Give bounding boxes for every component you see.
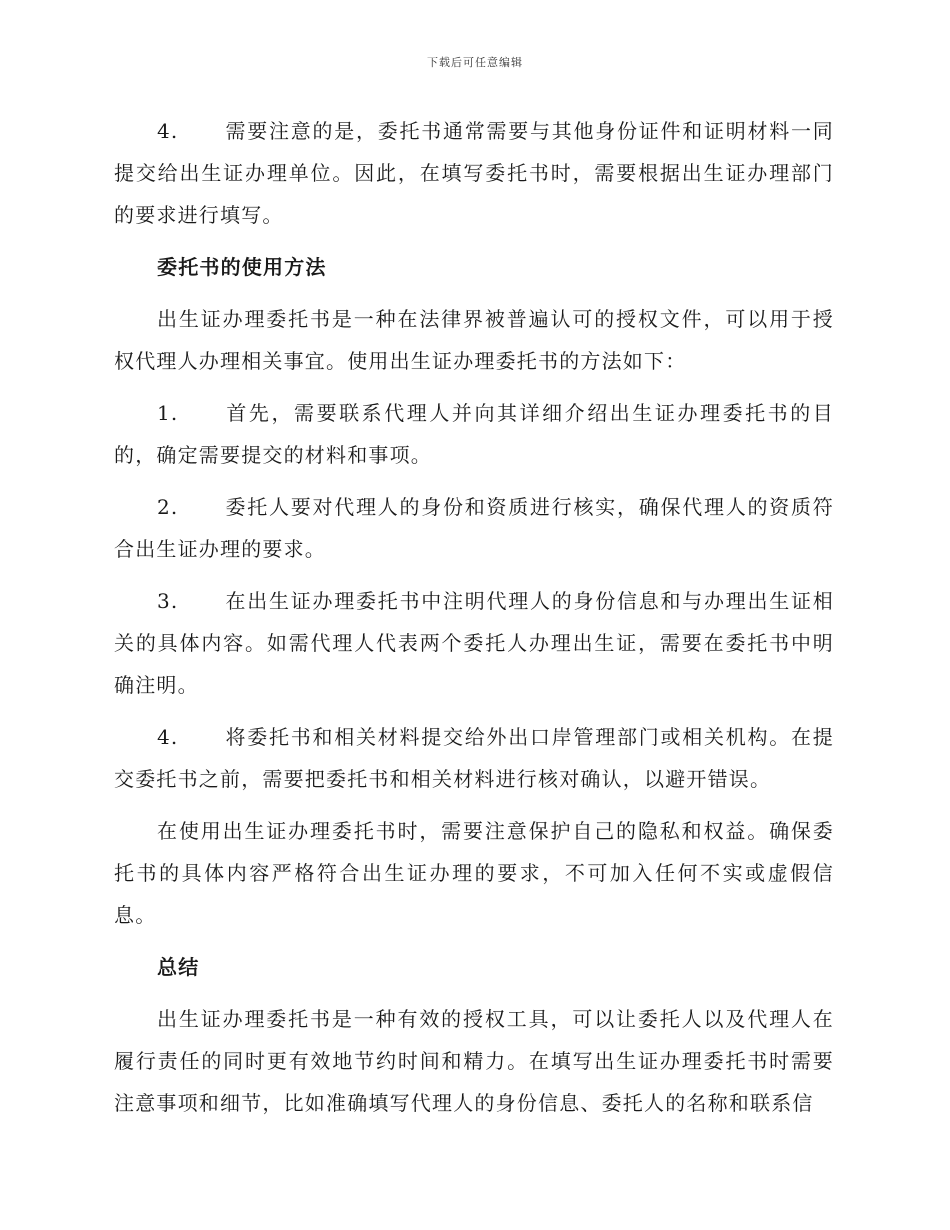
page-header: 下载后可任意编辑 [427, 56, 523, 69]
list-item-2 [114, 486, 834, 570]
paragraph-privacy: 在使用出生证办理委托书时，需要注意保护自己的隐私和权益。确保委托书的具体内容严格符合出生证办理的要求，不可加入任何不实或虚假信息。 [114, 819, 834, 927]
list-text: 将委托书和相关材料提交给外出口岸管理部门或相关机构。在提交委托书之前，需要把委托书和相关材料进行核对确认，以避开错误。 [114, 725, 834, 791]
paragraph-summary: 出生证办理委托书是一种有效的授权工具，可以让委托人以及代理人在履行责任的同时更有效地节约时间和精力。在填写出生证办理委托书时需要注意事项和细节，比如准确填写代理人的身份信息、委托人的名称和联系信 [114, 1007, 834, 1115]
list-number: 1. [157, 401, 179, 425]
list-item-4-note [114, 110, 834, 236]
section-heading-summary: 总结 [157, 955, 200, 979]
list-item-1 [114, 392, 834, 476]
list-text: 委托人要对代理人的身份和资质进行核实，确保代理人的资质符合出生证办理的要求。 [114, 495, 834, 561]
document-body [114, 110, 834, 1134]
list-number: 4. [157, 119, 179, 143]
list-number: 3. [157, 589, 179, 613]
list-text: 在出生证办理委托书中注明代理人的身份信息和与办理出生证相关的具体内容。如需代理人代表两个委托人办理出生证，需要在委托书中明确注明。 [114, 589, 834, 697]
list-item-4 [114, 716, 834, 800]
list-number: 4. [157, 725, 179, 749]
list-number: 2. [157, 495, 179, 519]
list-text: 需要注意的是，委托书通常需要与其他身份证件和证明材料一同提交给出生证办理单位。因此，在填写委托书时，需要根据出生证办理部门的要求进行填写。 [114, 119, 834, 227]
list-item-3 [114, 580, 834, 706]
paragraph-usage-intro: 出生证办理委托书是一种在法律界被普遍认可的授权文件，可以用于授权代理人办理相关事宜。使用出生证办理委托书的方法如下： [114, 307, 834, 373]
section-heading-usage: 委托书的使用方法 [157, 255, 327, 279]
list-text: 首先，需要联系代理人并向其详细介绍出生证办理委托书的目的，确定需要提交的材料和事项。 [114, 401, 834, 467]
